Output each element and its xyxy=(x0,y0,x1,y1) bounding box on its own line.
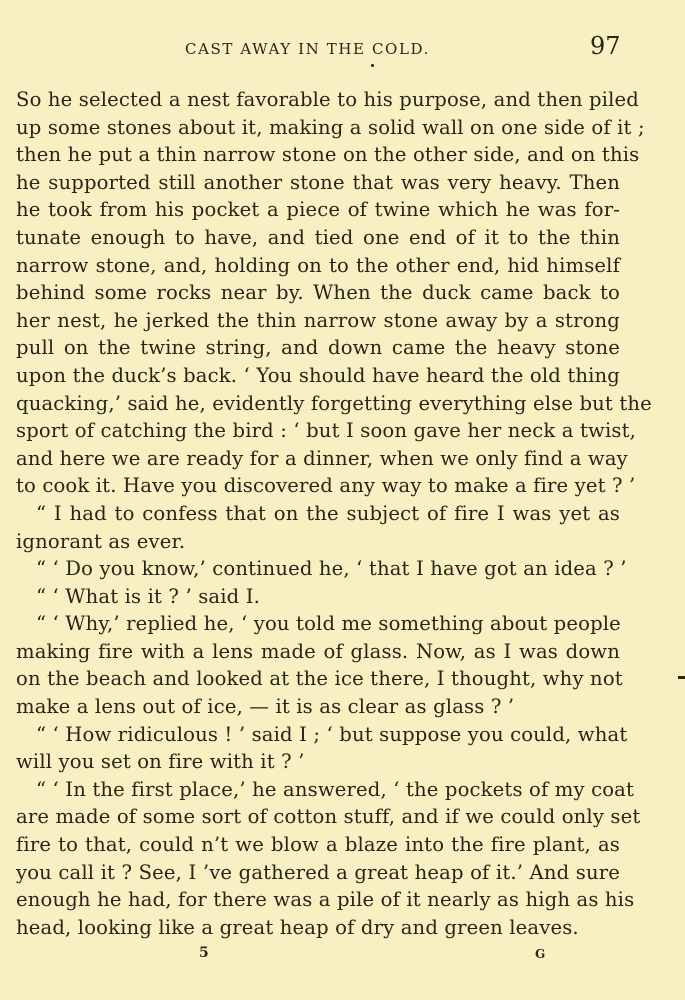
text-line: “ ‘ Do you know,’ continued he, ‘ that I have got an idea ? ’ xyxy=(36,557,627,581)
text-line: behind some rocks near by. When the duck came back to xyxy=(16,281,620,305)
text-line: quacking,’ said he, evidently forgetting everything else but the xyxy=(16,391,652,415)
text-line: So he selected a nest favorable to his purpose, and then piled xyxy=(16,88,639,111)
text-line: “ ‘ Why,’ replied he, ‘ you told me something about people xyxy=(36,612,621,636)
text-line: sport of catching the bird : ‘ but I soon gave her neck a twist, xyxy=(16,419,636,443)
text-line: head, looking like a great heap of dry and green leaves. xyxy=(16,915,579,939)
text-line: enough he had, for there was a pile of it nearly as high as his xyxy=(16,888,635,912)
text-line: tunate enough to have, and tied one end of it to the thin xyxy=(16,225,620,249)
text-line: “ ‘ In the first place,’ he answered, ‘ the pockets of my coat xyxy=(36,777,635,801)
text-line: he took from his pocket a piece of twine which he was for- xyxy=(16,198,620,222)
text-line: making fire with a lens made of glass. Now, as I was down xyxy=(16,639,620,663)
page-number: 97 xyxy=(590,32,621,60)
text-line: upon the duck’s back. ‘ You should have heard the old thing xyxy=(16,363,620,387)
text-line: on the beach and looked at the ice there, I thought, why not xyxy=(16,667,623,691)
text-line: will you set on fire with it ? ’ xyxy=(16,750,305,774)
print-speck xyxy=(371,64,374,67)
text-line: he supported still another stone that was very heavy. Then xyxy=(16,170,620,194)
text-line: are made of some sort of cotton stuff, and if we could only set xyxy=(16,805,641,829)
page-footer xyxy=(0,945,685,969)
text-line: “ I had to confess that on the subject of fire I was yet as xyxy=(36,501,620,525)
gathering-mark: G xyxy=(535,947,546,961)
text-line: make a lens out of ice, — it is as clear as glass ? ’ xyxy=(16,695,515,719)
text-line: ignorant as ever. xyxy=(16,529,186,553)
text-line: up some stones about it, making a solid wall on one side of it ; xyxy=(16,115,645,139)
text-line: then he put a thin narrow stone on the other side, and on this xyxy=(16,143,640,167)
text-line: “ ‘ How ridiculous ! ’ said I ; ‘ but suppose you could, what xyxy=(36,722,628,746)
text-line: to cook it. Have you discovered any way to make a fire yet ? ’ xyxy=(16,474,636,498)
margin-mark xyxy=(678,676,685,679)
running-title: CAST AWAY IN THE COLD. xyxy=(185,40,430,58)
page-header xyxy=(0,34,685,74)
text-line: fire to that, could n’t we blow a blaze into the fire plant, as xyxy=(16,833,620,857)
text-line: and here we are ready for a dinner, when we only find a way xyxy=(16,446,628,470)
text-line: “ ‘ What is it ? ’ said I. xyxy=(36,584,260,608)
text-line: her nest, he jerked the thin narrow stone away by a strong xyxy=(16,308,620,332)
text-line: narrow stone, and, holding on to the other end, hid himself xyxy=(16,253,620,277)
text-line: pull on the twine string, and down came the heavy stone xyxy=(16,336,620,360)
signature-mark: 5 xyxy=(199,945,209,961)
body-text xyxy=(16,86,652,941)
text-line: you call it ? See, I ’ve gathered a great heap of it.’ And sure xyxy=(16,860,620,884)
